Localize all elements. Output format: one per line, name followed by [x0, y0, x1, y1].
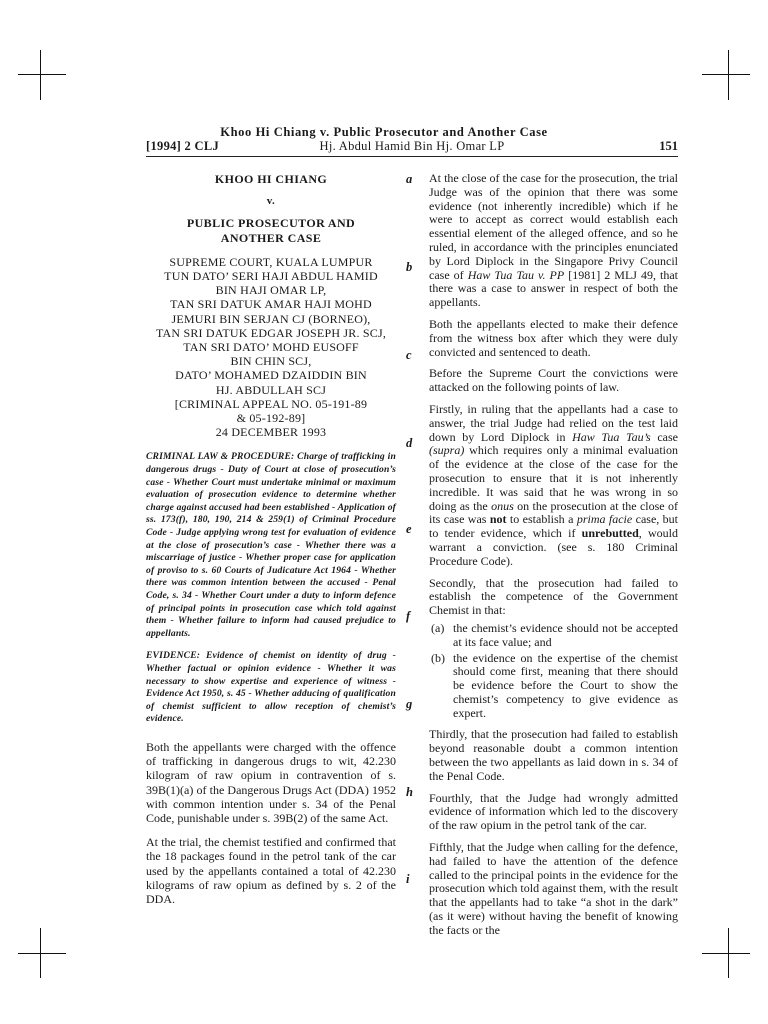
- crop-mark: [40, 50, 41, 100]
- list-item: [429, 652, 678, 721]
- court-line: TUN DATO’ SERI HAJI ABDUL HAMID: [164, 269, 378, 284]
- text-run: on the prosecution at the close of its case was: [429, 498, 678, 527]
- margin-letter: h: [406, 785, 413, 799]
- text-run: At the close of the case for the prosecution, the trial Judge was of the opinion that there was some evidence (not inherently incredible) which if he were to accept as correct would establish each essential element of the alleged offence, and so he ruled, in accordance with the principles enunciated by Lord Diplock in the Singapore Privy Council case of: [429, 171, 678, 282]
- court-line: SUPREME COURT, KUALA LUMPUR: [169, 254, 373, 269]
- left-column: [146, 172, 396, 906]
- court-line: TAN SRI DATUK EDGAR JOSEPH JR. SCJ,: [155, 325, 387, 340]
- court-block: [146, 255, 396, 440]
- header-row: [146, 139, 678, 155]
- margin-letter: i: [406, 872, 410, 886]
- margin-letter: e: [406, 522, 412, 536]
- right-column: [429, 172, 678, 946]
- header-rule: [146, 156, 678, 157]
- court-line: [CRIMINAL APPEAL NO. 05-191-89: [174, 396, 368, 411]
- paragraph-first-point: [429, 403, 678, 569]
- party-respondent-2: ANOTHER CASE: [220, 230, 322, 245]
- page-number: 151: [659, 139, 678, 153]
- court-line: DATO’ MOHAMED DZAIDDIN BIN: [175, 368, 367, 383]
- party-appellant: KHOO HI CHIANG: [214, 172, 328, 186]
- paragraph-second-point: Secondly, that the prosecution had failed to establish the competence of the Government Chemist in that:: [429, 575, 678, 618]
- crop-mark: [702, 953, 750, 954]
- text-run: [1981] 2 MLJ 49, that there was a case to answer in respect of both the appellants.: [429, 267, 679, 310]
- paragraph-fourth-point: Fourthly, that the Judge had wrongly admitted evidence of information which led to the discovery of the raw opium in the petrol tank of the car.: [429, 790, 678, 833]
- crop-mark: [702, 74, 750, 75]
- prima-facie: prima facie: [576, 512, 633, 527]
- list-marker: (b): [431, 650, 445, 665]
- crop-mark: [40, 928, 41, 978]
- facts-paragraph: Both the appellants were charged with the offence of trafficking in dangerous drugs to wit, 42.230 kilogram of raw opium in contravention of s. 39B(1)(a) of the Dangerous Drugs Act (DDA) 1952 with common intention under s. 34 of the Penal Code, punishable under s. 39B(2) of the same Act.: [146, 739, 396, 825]
- paragraph-case-to-answer: [429, 172, 678, 310]
- case-citation: Haw Tua Tau’s: [572, 429, 651, 444]
- judge-name: Hj. Abdul Hamid Bin Hj. Omar LP: [319, 139, 505, 153]
- onus: onus: [491, 498, 514, 513]
- crop-mark: [728, 928, 729, 978]
- margin-letter: a: [406, 172, 413, 186]
- paragraph-defence: Both the appellants elected to make their defence from the witness box after which they were duly convicted and sentenced to death.: [429, 316, 678, 359]
- running-title: Khoo Hi Chiang v. Public Prosecutor and Another Case: [220, 125, 548, 139]
- crop-mark: [18, 74, 66, 75]
- court-line: BIN CHIN SCJ,: [230, 354, 312, 369]
- citation: [1994] 2 CLJ: [146, 139, 220, 153]
- list-item: [429, 622, 678, 650]
- case-heading: [146, 172, 396, 439]
- court-line: JEMURI BIN SERJAN CJ (BORNEO),: [171, 311, 371, 326]
- paragraph-fifth-point: Fifthly, that the Judge when calling for the defence, had failed to have the attention of the defence called to the principal points in the evidence for the prosecution which told against them, with the result that the appellants had to take “a shot in the dark” (as it were) without having the benefit of knowing the facts or the: [429, 840, 678, 937]
- text-run: which requires only a minimal evaluation of the evidence at the close of the case for the prosecution to ensure that it is not inherently incredible. It was said that he was wrong in so doing as the: [429, 443, 678, 513]
- list-text: the chemist’s evidence should not be accepted at its face value; and: [453, 620, 678, 649]
- crop-mark: [18, 953, 66, 954]
- facts-paragraph: At the trial, the chemist testified and confirmed that the 18 packages found in the petrol tank of the car used by the appellants contained a total of 42.230 kilograms of raw opium as defined by s. 2 of the DDA.: [146, 835, 396, 906]
- margin-letter: g: [406, 697, 413, 711]
- emphasis-not: not: [489, 512, 507, 527]
- margin-letter: c: [406, 348, 412, 362]
- court-line: BIN HAJI OMAR LP,: [215, 283, 327, 298]
- catchword-evidence: EVIDENCE: Evidence of chemist on identity of drug - Whether factual or opinion evidence - Whether it was necessary to show expertise and experience of witness - Evidence Act 1950, s. 45 - Whether adducing of qualification of chemist sufficient to allow reception of chemist’s evidence.: [146, 650, 396, 725]
- court-line: TAN SRI DATUK AMAR HAJI MOHD: [170, 297, 372, 312]
- case-citation: Haw Tua Tau v. PP: [467, 267, 565, 282]
- court-line: 24 DECEMBER 1993: [215, 425, 327, 440]
- paragraph-points-of-law: Before the Supreme Court the convictions were attacked on the following points of law.: [429, 366, 678, 395]
- supra: (supra): [429, 443, 465, 458]
- margin-letter: f: [406, 609, 411, 623]
- margin-letter: d: [406, 436, 413, 450]
- text-run: case: [650, 429, 678, 444]
- text-run: Firstly, in ruling that the appellants had a case to answer, the trial Judge had relied on the test laid down by Lord Diplock in: [429, 401, 678, 444]
- emphasis-unrebutted: unrebutted: [581, 526, 639, 541]
- court-line: HJ. ABDULLAH SCJ: [215, 382, 327, 397]
- margin-letter: b: [406, 260, 413, 274]
- party-respondent: PUBLIC PROSECUTOR AND: [186, 216, 356, 231]
- court-line: & 05-192-89]: [236, 411, 306, 426]
- text-run: case, but to tender evidence, which if: [429, 512, 679, 541]
- list-marker: (a): [431, 620, 445, 635]
- catchword-criminal-law: CRIMINAL LAW & PROCEDURE: Charge of trafficking in dangerous drugs - Duty of Court at close of prosecution’s case - Whether Court must undertake minimal or maximum evaluation of prosecution evidence to determine whether charge against accused had been established - Application of ss. 173(f), 180, 190, 214 & 259(1) of Criminal Procedure Code - Judge applying wrong test for evaluation of evidence at the close of prosecution’s case - Whether there was a miscarriage of justice - Whether proper case for application of proviso to s. 60 Courts of Judicature Act 1964 - Whether there was common intention between the accused - Penal Code, s. 34 - Whether Court under a duty to inform defence of principal points in prosecution case which told against them - Whether failure to inform had caused prejudice to appellants.: [146, 451, 396, 639]
- list-text: the evidence on the expertise of the chemist should come first, meaning that there should be evidence before the Court to show the chemist’s competency to give evidence as expert.: [453, 650, 678, 720]
- versus: v.: [266, 195, 276, 208]
- paragraph-third-point: Thirdly, that the prosecution had failed to establish beyond reasonable doubt a common intention between the two appellants as laid down in s. 34 of the Penal Code.: [429, 727, 678, 783]
- crop-mark: [728, 50, 729, 100]
- text-run: to establish a: [506, 512, 577, 527]
- text-run: , would warrant a conviction. (see s. 180 Criminal Procedure Code).: [429, 526, 678, 568]
- court-line: TAN SRI DATO’ MOHD EUSOFF: [183, 340, 359, 355]
